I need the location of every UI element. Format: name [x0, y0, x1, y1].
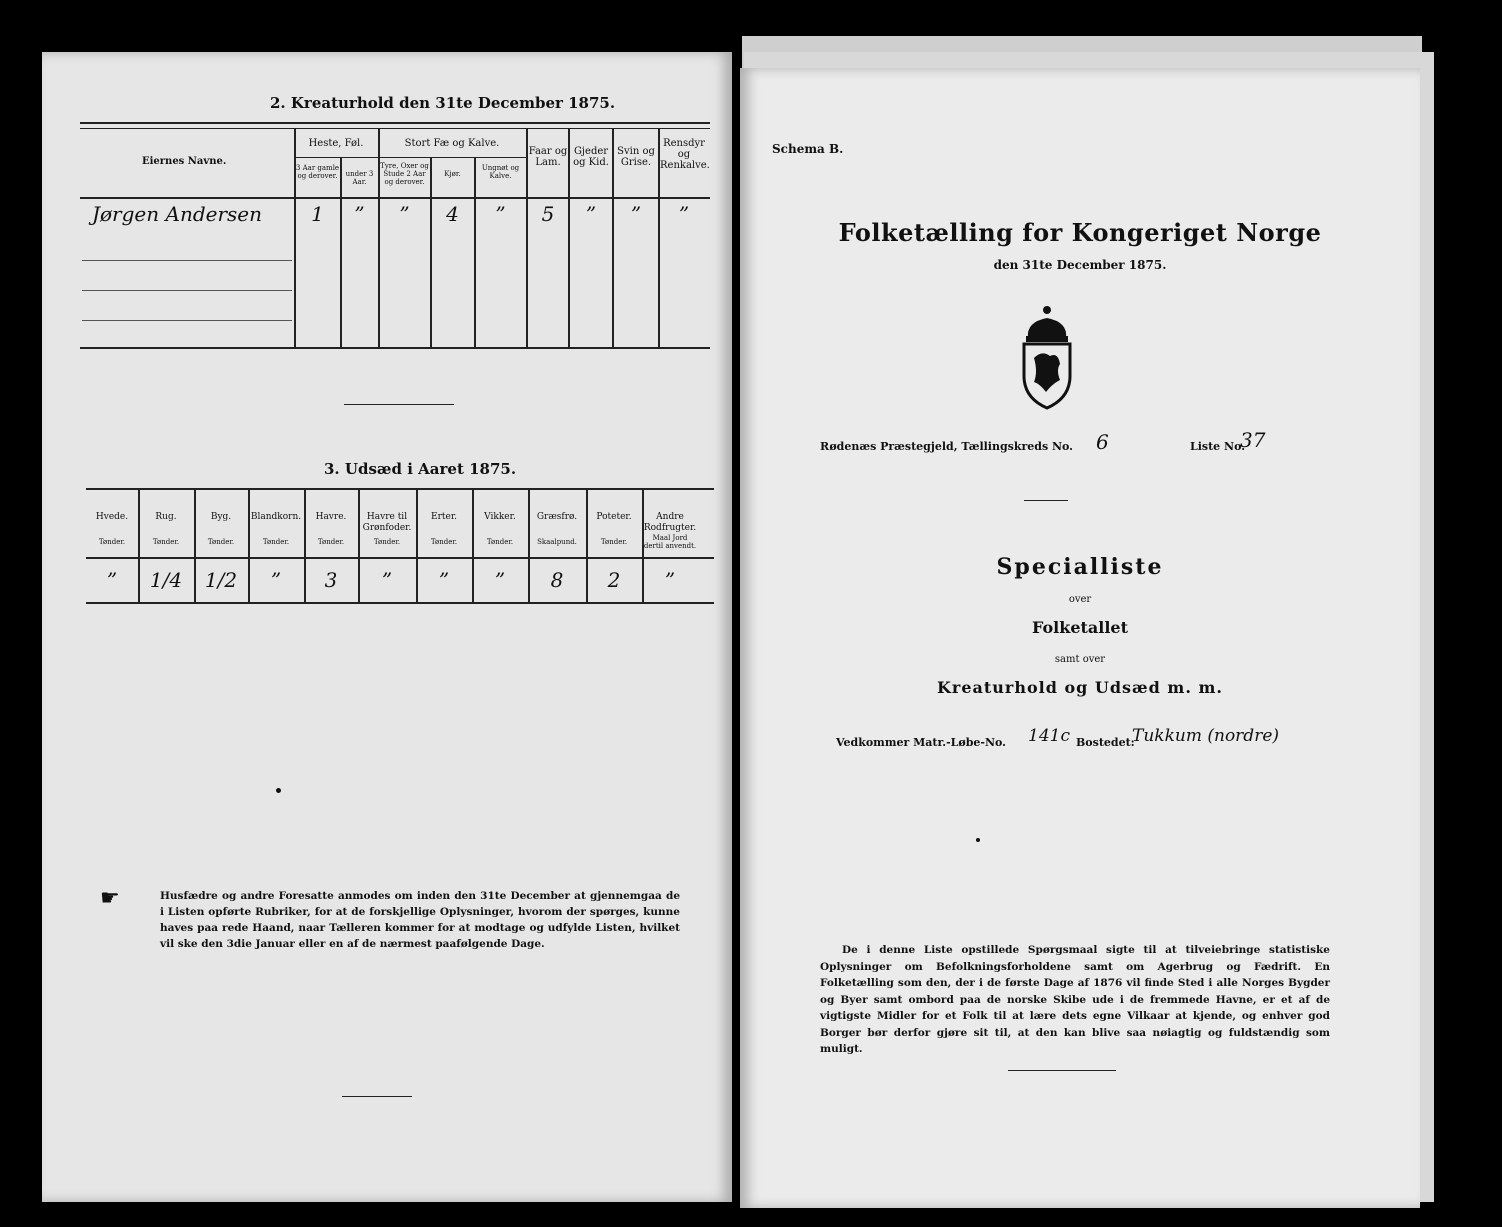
heste-3aar-subheader: 3 Aar gamle og derover. — [295, 164, 340, 180]
livestock-value: 5 — [541, 202, 555, 226]
section-divider — [342, 1096, 412, 1097]
table-rule — [86, 488, 714, 490]
faint-row-line — [82, 260, 292, 261]
specialliste-title: Specialliste — [996, 554, 1164, 580]
sowing-value: 1/4 — [149, 568, 183, 592]
faint-row-line — [82, 290, 292, 291]
table-rule — [80, 128, 710, 129]
sowing-header: Poteter. — [596, 512, 632, 522]
ungnot-subheader: Ungnøt og Kalve. — [481, 164, 520, 180]
sowing-header: Vikker. — [484, 512, 516, 522]
prestegjeld-label: Rødenæs Præstegjeld, Tællingskreds No. — [820, 440, 1074, 453]
sowing-value: 8 — [550, 568, 564, 592]
dot-mark — [976, 838, 980, 842]
owner-header: Eiernes Navne. — [142, 156, 227, 167]
sowing-value: 1/2 — [204, 568, 238, 592]
livestock-value: ” — [678, 202, 690, 226]
matr-label: Vedkommer Matr.-Løbe-No. — [836, 736, 1006, 749]
heste-header: Heste, Føl. — [308, 138, 364, 149]
faint-row-line — [82, 320, 292, 321]
livestock-title: 2. Kreaturhold den 31te December 1875. — [270, 94, 616, 112]
sowing-header: Havre til Grønfoder. — [362, 512, 412, 533]
heste-under-subheader: under 3 Aar. — [345, 170, 374, 186]
pointing-hand-icon: ☛ — [100, 886, 120, 911]
livestock-value: 1 — [311, 202, 324, 226]
sowing-header: Byg. — [210, 512, 232, 522]
dot-mark — [276, 788, 281, 793]
sowing-header: Havre. — [315, 512, 347, 522]
livestock-value: ” — [630, 202, 642, 226]
rensdyr-header: Rensdyr og Renkalve. — [660, 138, 710, 171]
kreaturhold-text: Kreaturhold og Udsæd m. m. — [937, 678, 1223, 697]
sowing-header: Erter. — [431, 512, 457, 522]
sowing-title: 3. Udsæd i Aaret 1875. — [324, 460, 517, 478]
sowing-header: Græsfrø. — [536, 512, 578, 522]
over-text: over — [1068, 594, 1092, 605]
schema-label: Schema B. — [772, 142, 844, 156]
sowing-header: Andre Rodfrugter. — [643, 512, 697, 533]
kreds-no: 6 — [1096, 430, 1109, 454]
sowing-unit: Tønder. — [207, 538, 235, 546]
right-page — [740, 68, 1420, 1208]
folketallet-text: Folketallet — [1032, 618, 1128, 637]
sowing-value: ” — [106, 568, 118, 592]
faar-header: Faar og Lam. — [528, 146, 568, 168]
sowing-unit: Skaalpund. — [537, 538, 577, 546]
sowing-value: ” — [381, 568, 393, 592]
section-divider — [1024, 500, 1068, 501]
livestock-value: ” — [495, 202, 506, 226]
table-rule — [80, 347, 710, 349]
footer-text: De i denne Liste opstillede Spørgsmaal sigte til at tilveiebringe statistiske Oplysninger om Befolkningsforholdene samt om Agerbrug og Fædrift. En Folketælling som den, der i de første Dage af 1876 vil finde Sted i alle Norges Bygder og Byer samt ombord paa de norske Skibe ude i de fremmede Havne, er et af de vigtigste Midler for et Folk til at lære dets egne Vilkaar at kjende, og enhver god Borger bør derfor gjøre sit til, at den kan blive saa nøiagtig og fuldstændig som muligt. — [820, 944, 1330, 1055]
sowing-unit: Tønder. — [486, 538, 514, 546]
sowing-unit: Tønder. — [600, 538, 628, 546]
matr-no: 141c — [1028, 726, 1070, 746]
sowing-header: Rug. — [155, 512, 177, 522]
table-rule — [80, 122, 710, 124]
liste-label: Liste No. — [1190, 440, 1246, 453]
sub-rule — [294, 157, 526, 158]
section-divider — [1008, 1070, 1116, 1071]
bostedet-value: Tukkum (nordre) — [1132, 726, 1280, 746]
svin-header: Svin og Grise. — [617, 146, 655, 168]
stort-fae-header: Stort Fæ og Kalve. — [404, 138, 500, 149]
sowing-unit: Maal Jord dertil anvendt. — [643, 534, 697, 550]
sowing-unit: Tønder. — [98, 538, 126, 546]
sowing-unit: Tønder. — [152, 538, 180, 546]
col-line — [378, 128, 380, 348]
livestock-value: ” — [354, 202, 365, 226]
left-page — [42, 52, 732, 1202]
sowing-header: Blandkorn. — [250, 512, 302, 522]
notice-text: Husfædre og andre Foresatte anmodes om inden den 31te December at gjennemgaa de i Listen opførte Rubriker, for at de forskjellige Oplysninger, hvorom der spørges, kunne haves paa rede Haand, naar Tælleren kommer for at modtage og udfylde Listen, hvilket vil ske den 3die Januar eller en af de nærmest paafølgende Dage. — [160, 890, 680, 950]
kjor-subheader: Kjør. — [444, 170, 461, 178]
sowing-unit: Tønder. — [373, 538, 401, 546]
table-rule — [86, 602, 714, 604]
tyre-subheader: Tyre, Oxer og Stude 2 Aar og derover. — [380, 162, 429, 186]
sowing-value: ” — [664, 568, 676, 592]
section-divider — [344, 404, 454, 405]
livestock-value: ” — [399, 202, 410, 226]
table-rule — [80, 197, 710, 199]
livestock-value: ” — [585, 202, 597, 226]
census-date: den 31te December 1875. — [993, 258, 1167, 272]
col-line — [474, 157, 476, 347]
bostedet-label: Bostedet: — [1076, 736, 1135, 749]
sowing-value: ” — [494, 568, 506, 592]
sowing-value: ” — [438, 568, 450, 592]
sowing-value: 2 — [607, 568, 621, 592]
col-line — [294, 128, 296, 348]
samt-over-text: samt over — [1054, 654, 1106, 665]
liste-no: 37 — [1240, 428, 1266, 452]
sowing-unit: Tønder. — [430, 538, 458, 546]
table-rule — [86, 557, 714, 559]
coat-of-arms-icon — [1016, 304, 1078, 412]
sowing-value: ” — [270, 568, 282, 592]
gjeder-header: Gjeder og Kid. — [573, 146, 609, 168]
main-title: Folketælling for Kongeriget Norge — [838, 218, 1322, 247]
sowing-unit: Tønder. — [317, 538, 345, 546]
livestock-value: 4 — [446, 202, 459, 226]
sowing-header: Hvede. — [95, 512, 129, 522]
sowing-unit: Tønder. — [262, 538, 290, 546]
sowing-value: 3 — [324, 568, 338, 592]
col-line — [430, 157, 432, 347]
owner-name: Jørgen Andersen — [92, 202, 262, 226]
